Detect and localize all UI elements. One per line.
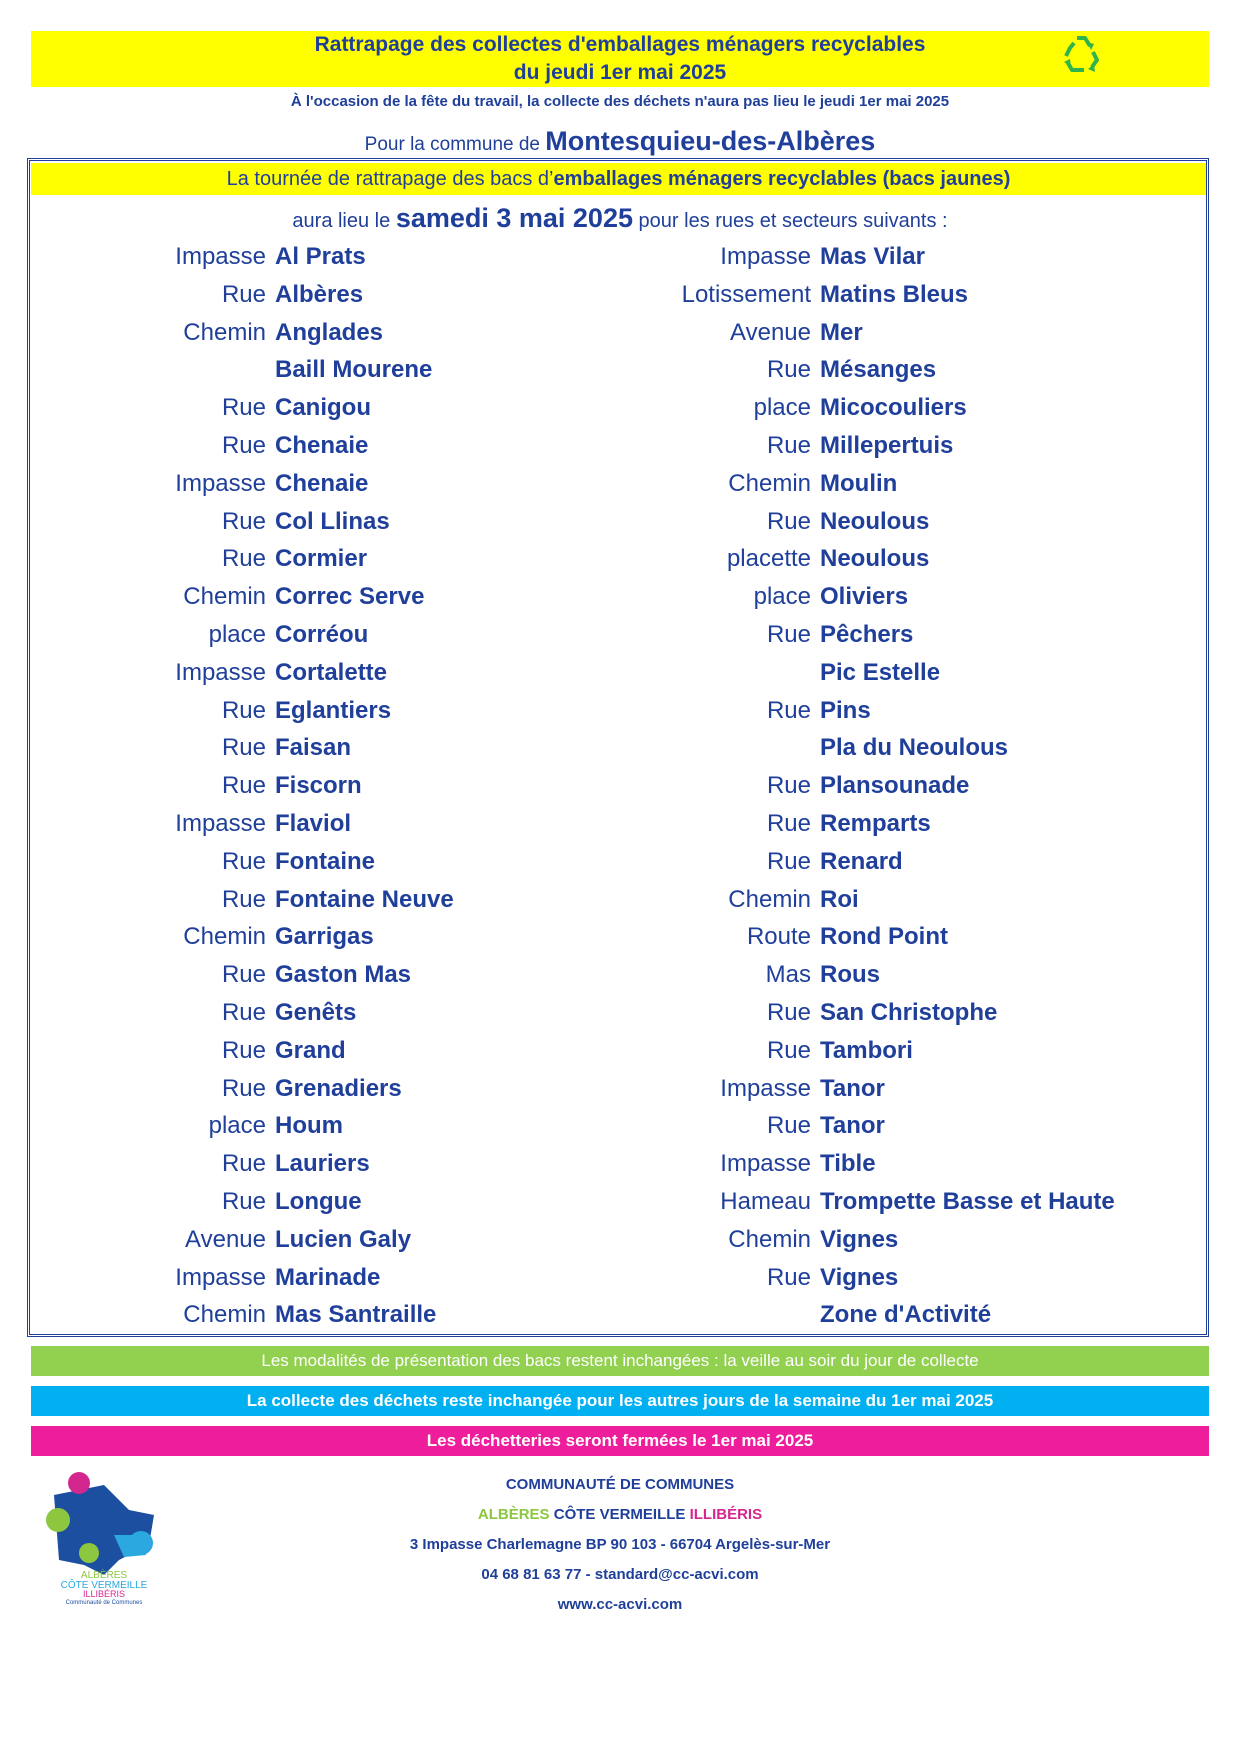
street-name: Gaston Mas: [275, 961, 412, 989]
street-type: Impasse: [720, 1074, 811, 1102]
street-row: [183, 314, 384, 352]
recycle-icon: [1059, 32, 1103, 76]
street-row: [766, 692, 871, 730]
street-type: place: [753, 394, 811, 422]
commune-prefix: Pour la commune de: [364, 134, 546, 155]
street-row: [766, 503, 930, 541]
street-type: Rue: [221, 432, 266, 459]
street-name: Al Prats: [275, 243, 366, 270]
street-row: [221, 767, 362, 805]
street-name: Plansounade: [820, 772, 970, 800]
logo-text-4: Communauté de Communes: [65, 1600, 143, 1605]
street-type: Chemin: [183, 318, 266, 346]
street-row: [766, 1259, 899, 1297]
street-type: Rue: [221, 885, 266, 913]
street-row: [221, 956, 412, 994]
street-type: Rue: [221, 847, 266, 875]
street-name: Cormier: [275, 545, 368, 573]
street-row: [810, 729, 1009, 767]
street-type: Rue: [766, 1263, 811, 1291]
street-name: Mésanges: [820, 356, 937, 384]
street-name: Fontaine: [275, 847, 375, 875]
street-type: Chemin: [183, 583, 266, 611]
title-line-2: du jeudi 1er mai 2025: [513, 61, 727, 84]
street-name: Moulin: [820, 469, 898, 497]
street-row: [720, 1183, 1115, 1221]
street-type: Rue: [766, 356, 811, 384]
street-name: Vignes: [820, 1263, 899, 1291]
street-row: [175, 238, 366, 276]
street-type: Rue: [766, 999, 811, 1026]
street-row: [221, 503, 390, 541]
street-row: [221, 389, 371, 427]
street-type: Rue: [221, 1150, 266, 1178]
street-name: Rous: [820, 961, 880, 989]
street-row: [221, 427, 369, 465]
street-name: Anglades: [275, 318, 384, 346]
street-row: [175, 654, 388, 692]
street-type: Hameau: [720, 1188, 811, 1215]
street-row: [766, 427, 954, 465]
street-type: Chemin: [728, 1225, 811, 1253]
street-row: [766, 767, 970, 805]
footer-website[interactable]: www.cc-acvi.com: [557, 1596, 683, 1613]
street-name: Corréou: [275, 621, 369, 648]
street-row: [221, 276, 364, 314]
street-type: Rue: [766, 432, 811, 459]
street-row: [681, 276, 969, 314]
street-name: Garrigas: [275, 923, 374, 951]
street-name: Zone d'Activité: [820, 1301, 992, 1329]
street-type: Rue: [221, 1036, 266, 1064]
street-row: [221, 729, 352, 767]
street-row: [810, 1296, 992, 1334]
street-type: Rue: [221, 772, 266, 800]
street-type: Impasse: [175, 810, 266, 837]
street-name: Millepertuis: [820, 432, 954, 459]
title-banner: [31, 31, 1209, 87]
street-type: Rue: [766, 621, 811, 648]
street-name: Chenaie: [275, 432, 369, 459]
street-row: [720, 1070, 885, 1108]
street-name: Albères: [275, 280, 364, 308]
commune-line: [0, 124, 1240, 162]
street-type: Rue: [766, 696, 811, 724]
date-prefix: aura lieu le: [292, 210, 396, 232]
street-name: Tambori: [820, 1036, 913, 1064]
street-name: Vignes: [820, 1225, 899, 1253]
street-name: Pins: [820, 696, 871, 724]
street-type: Chemin: [183, 923, 266, 951]
logo-text-3: ILLIBÉRIS: [82, 1589, 126, 1599]
street-row: [221, 1183, 362, 1221]
street-row: [766, 843, 903, 881]
street-type: place: [208, 621, 266, 648]
street-type: Avenue: [185, 1225, 266, 1253]
street-name: Rond Point: [820, 923, 948, 951]
street-name: Tanor: [820, 1074, 885, 1102]
street-row: [765, 956, 880, 994]
street-type: Rue: [221, 734, 266, 762]
brand-part-3: ILLIBÉRIS: [689, 1506, 763, 1523]
street-name: Tanor: [820, 1112, 885, 1140]
street-row: [221, 843, 375, 881]
tour-prefix: La tournée de rattrapage des bacs d’: [226, 168, 554, 190]
street-row: [720, 1145, 876, 1183]
street-type: Rue: [221, 280, 266, 308]
street-name: Houm: [275, 1112, 343, 1140]
street-row: [726, 540, 930, 578]
street-name: Oliviers: [820, 583, 909, 611]
waste-center-band: Les déchetteries seront fermées le 1er mai 2025: [31, 1426, 1209, 1456]
street-type: Impasse: [175, 243, 266, 270]
footer-brand: [0, 1500, 1240, 1530]
street-name: Tible: [820, 1150, 876, 1178]
street-type: Rue: [766, 507, 811, 535]
street-row: [728, 465, 898, 503]
street-row: [766, 994, 998, 1032]
street-type: Chemin: [728, 469, 811, 497]
street-name: Pêchers: [820, 621, 914, 648]
street-row: [728, 881, 859, 919]
street-type: Rue: [221, 507, 266, 535]
commune-name: Montesquieu-des-Albères: [545, 126, 876, 156]
street-name: Longue: [275, 1188, 362, 1215]
street-name: Chenaie: [275, 469, 369, 497]
street-type: Rue: [221, 1074, 266, 1102]
street-row: [766, 616, 914, 654]
street-name: Genêts: [275, 999, 357, 1026]
street-row: [175, 1259, 381, 1297]
street-type: place: [753, 583, 811, 611]
street-row: [766, 805, 931, 843]
street-type: place: [208, 1112, 266, 1140]
street-row: [766, 351, 937, 389]
street-type: Impasse: [175, 658, 266, 686]
street-type: Rue: [766, 1036, 811, 1064]
street-type: Rue: [221, 696, 266, 724]
street-name: Baill Mourene: [275, 356, 433, 384]
street-name: Fontaine Neuve: [275, 885, 454, 913]
street-type: Rue: [766, 810, 811, 837]
street-name: Eglantiers: [275, 696, 392, 724]
street-type: Impasse: [720, 1150, 811, 1178]
street-name: Col Llinas: [275, 507, 390, 535]
street-name: Neoulous: [820, 507, 930, 535]
street-row: [221, 994, 357, 1032]
street-row: [221, 1070, 402, 1108]
street-name: Pic Estelle: [820, 658, 941, 686]
street-name: Grenadiers: [275, 1074, 402, 1102]
street-name: Mas Santraille: [275, 1301, 437, 1329]
street-row: [766, 1107, 885, 1145]
presentation-band: Les modalités de présentation des bacs restent inchangées : la veille au soir du jour de collecte: [31, 1346, 1209, 1376]
street-type: placette: [726, 545, 811, 573]
street-type: Chemin: [728, 885, 811, 913]
street-row: [221, 1032, 346, 1070]
street-row: [183, 918, 374, 956]
street-row: [183, 578, 425, 616]
logo-text-2: CÔTE VERMEILLE: [60, 1580, 148, 1591]
street-type: Rue: [221, 1188, 266, 1215]
street-row: [753, 578, 909, 616]
street-type: Chemin: [183, 1301, 266, 1329]
street-type: Lotissement: [681, 280, 811, 308]
street-row: [746, 918, 948, 956]
street-name: Mas Vilar: [820, 243, 925, 270]
street-type: Impasse: [175, 469, 266, 497]
logo-text-1: ALBÈRES: [80, 1570, 128, 1581]
street-row: [720, 238, 925, 276]
street-row: [208, 1107, 343, 1145]
street-name: San Christophe: [820, 999, 998, 1026]
street-type: Rue: [766, 1112, 811, 1140]
street-name: Fiscorn: [275, 772, 362, 800]
date-line: [0, 200, 1240, 239]
street-row: [221, 1145, 370, 1183]
street-row: [183, 1296, 437, 1334]
street-name: Grand: [275, 1036, 346, 1064]
brand-part-2: CÔTE VERMEILLE: [553, 1506, 690, 1523]
street-name: Correc Serve: [275, 583, 425, 611]
street-name: Mer: [820, 318, 863, 346]
street-name: Matins Bleus: [820, 280, 969, 308]
street-type: Rue: [766, 772, 811, 800]
street-type: Rue: [221, 545, 266, 573]
footer-org: COMMUNAUTÉ DE COMMUNES: [505, 1476, 735, 1493]
collection-band: La collecte des déchets reste inchangée pour les autres jours de la semaine du 1er mai 2025: [31, 1386, 1209, 1416]
street-name: Marinade: [275, 1263, 381, 1291]
title-line-1: Rattrapage des collectes d'emballages ménagers recyclables: [314, 33, 926, 56]
street-row: [766, 1032, 913, 1070]
street-row: [730, 314, 863, 352]
street-name: Cortalette: [275, 658, 388, 686]
street-row: [175, 465, 369, 503]
street-name: Pla du Neoulous: [820, 734, 1009, 762]
tour-banner: [31, 163, 1206, 195]
brand-part-1: ALBÈRES: [477, 1506, 554, 1523]
street-row: [728, 1221, 899, 1259]
street-row: [208, 616, 369, 654]
footer-address: 3 Impasse Charlemagne BP 90 103 - 66704 Argelès-sur-Mer: [409, 1536, 831, 1553]
street-row: [221, 881, 454, 919]
street-type: Rue: [221, 961, 266, 989]
street-row: [810, 654, 941, 692]
street-type: Route: [746, 923, 811, 951]
street-name: Lucien Galy: [275, 1225, 412, 1253]
street-name: Lauriers: [275, 1150, 370, 1178]
footer-contact[interactable]: 04 68 81 63 77 - standard@cc-acvi.com: [481, 1566, 759, 1583]
street-type: Rue: [766, 847, 811, 875]
street-name: Renard: [820, 847, 903, 875]
street-type: Impasse: [175, 1263, 266, 1291]
street-type: Rue: [221, 999, 266, 1026]
street-type: Rue: [221, 394, 266, 422]
street-row: [185, 1221, 412, 1259]
street-name: Neoulous: [820, 545, 930, 573]
street-type: Impasse: [720, 243, 811, 270]
street-row: [221, 692, 392, 730]
holiday-note: À l'occasion de la fête du travail, la collecte des déchets n'aura pas lieu le jeudi 1er mai 2025: [290, 93, 950, 110]
street-name: Canigou: [275, 394, 371, 422]
street-row: [175, 805, 352, 843]
street-name: Roi: [820, 885, 859, 913]
street-type: Avenue: [730, 318, 811, 346]
street-row: [753, 389, 967, 427]
street-name: Faisan: [275, 734, 352, 762]
street-name: Micocouliers: [820, 394, 967, 422]
street-name: Remparts: [820, 810, 931, 837]
tour-bold: emballages ménagers recyclables (bacs jaunes): [553, 168, 1011, 190]
street-type: Mas: [765, 961, 811, 989]
date-suffix: pour les rues et secteurs suivants :: [632, 210, 948, 232]
street-name: Flaviol: [275, 810, 352, 837]
street-name: Trompette Basse et Haute: [820, 1188, 1115, 1215]
street-row: [265, 351, 433, 389]
date-bold: samedi 3 mai 2025: [395, 203, 633, 233]
street-row: [221, 540, 368, 578]
